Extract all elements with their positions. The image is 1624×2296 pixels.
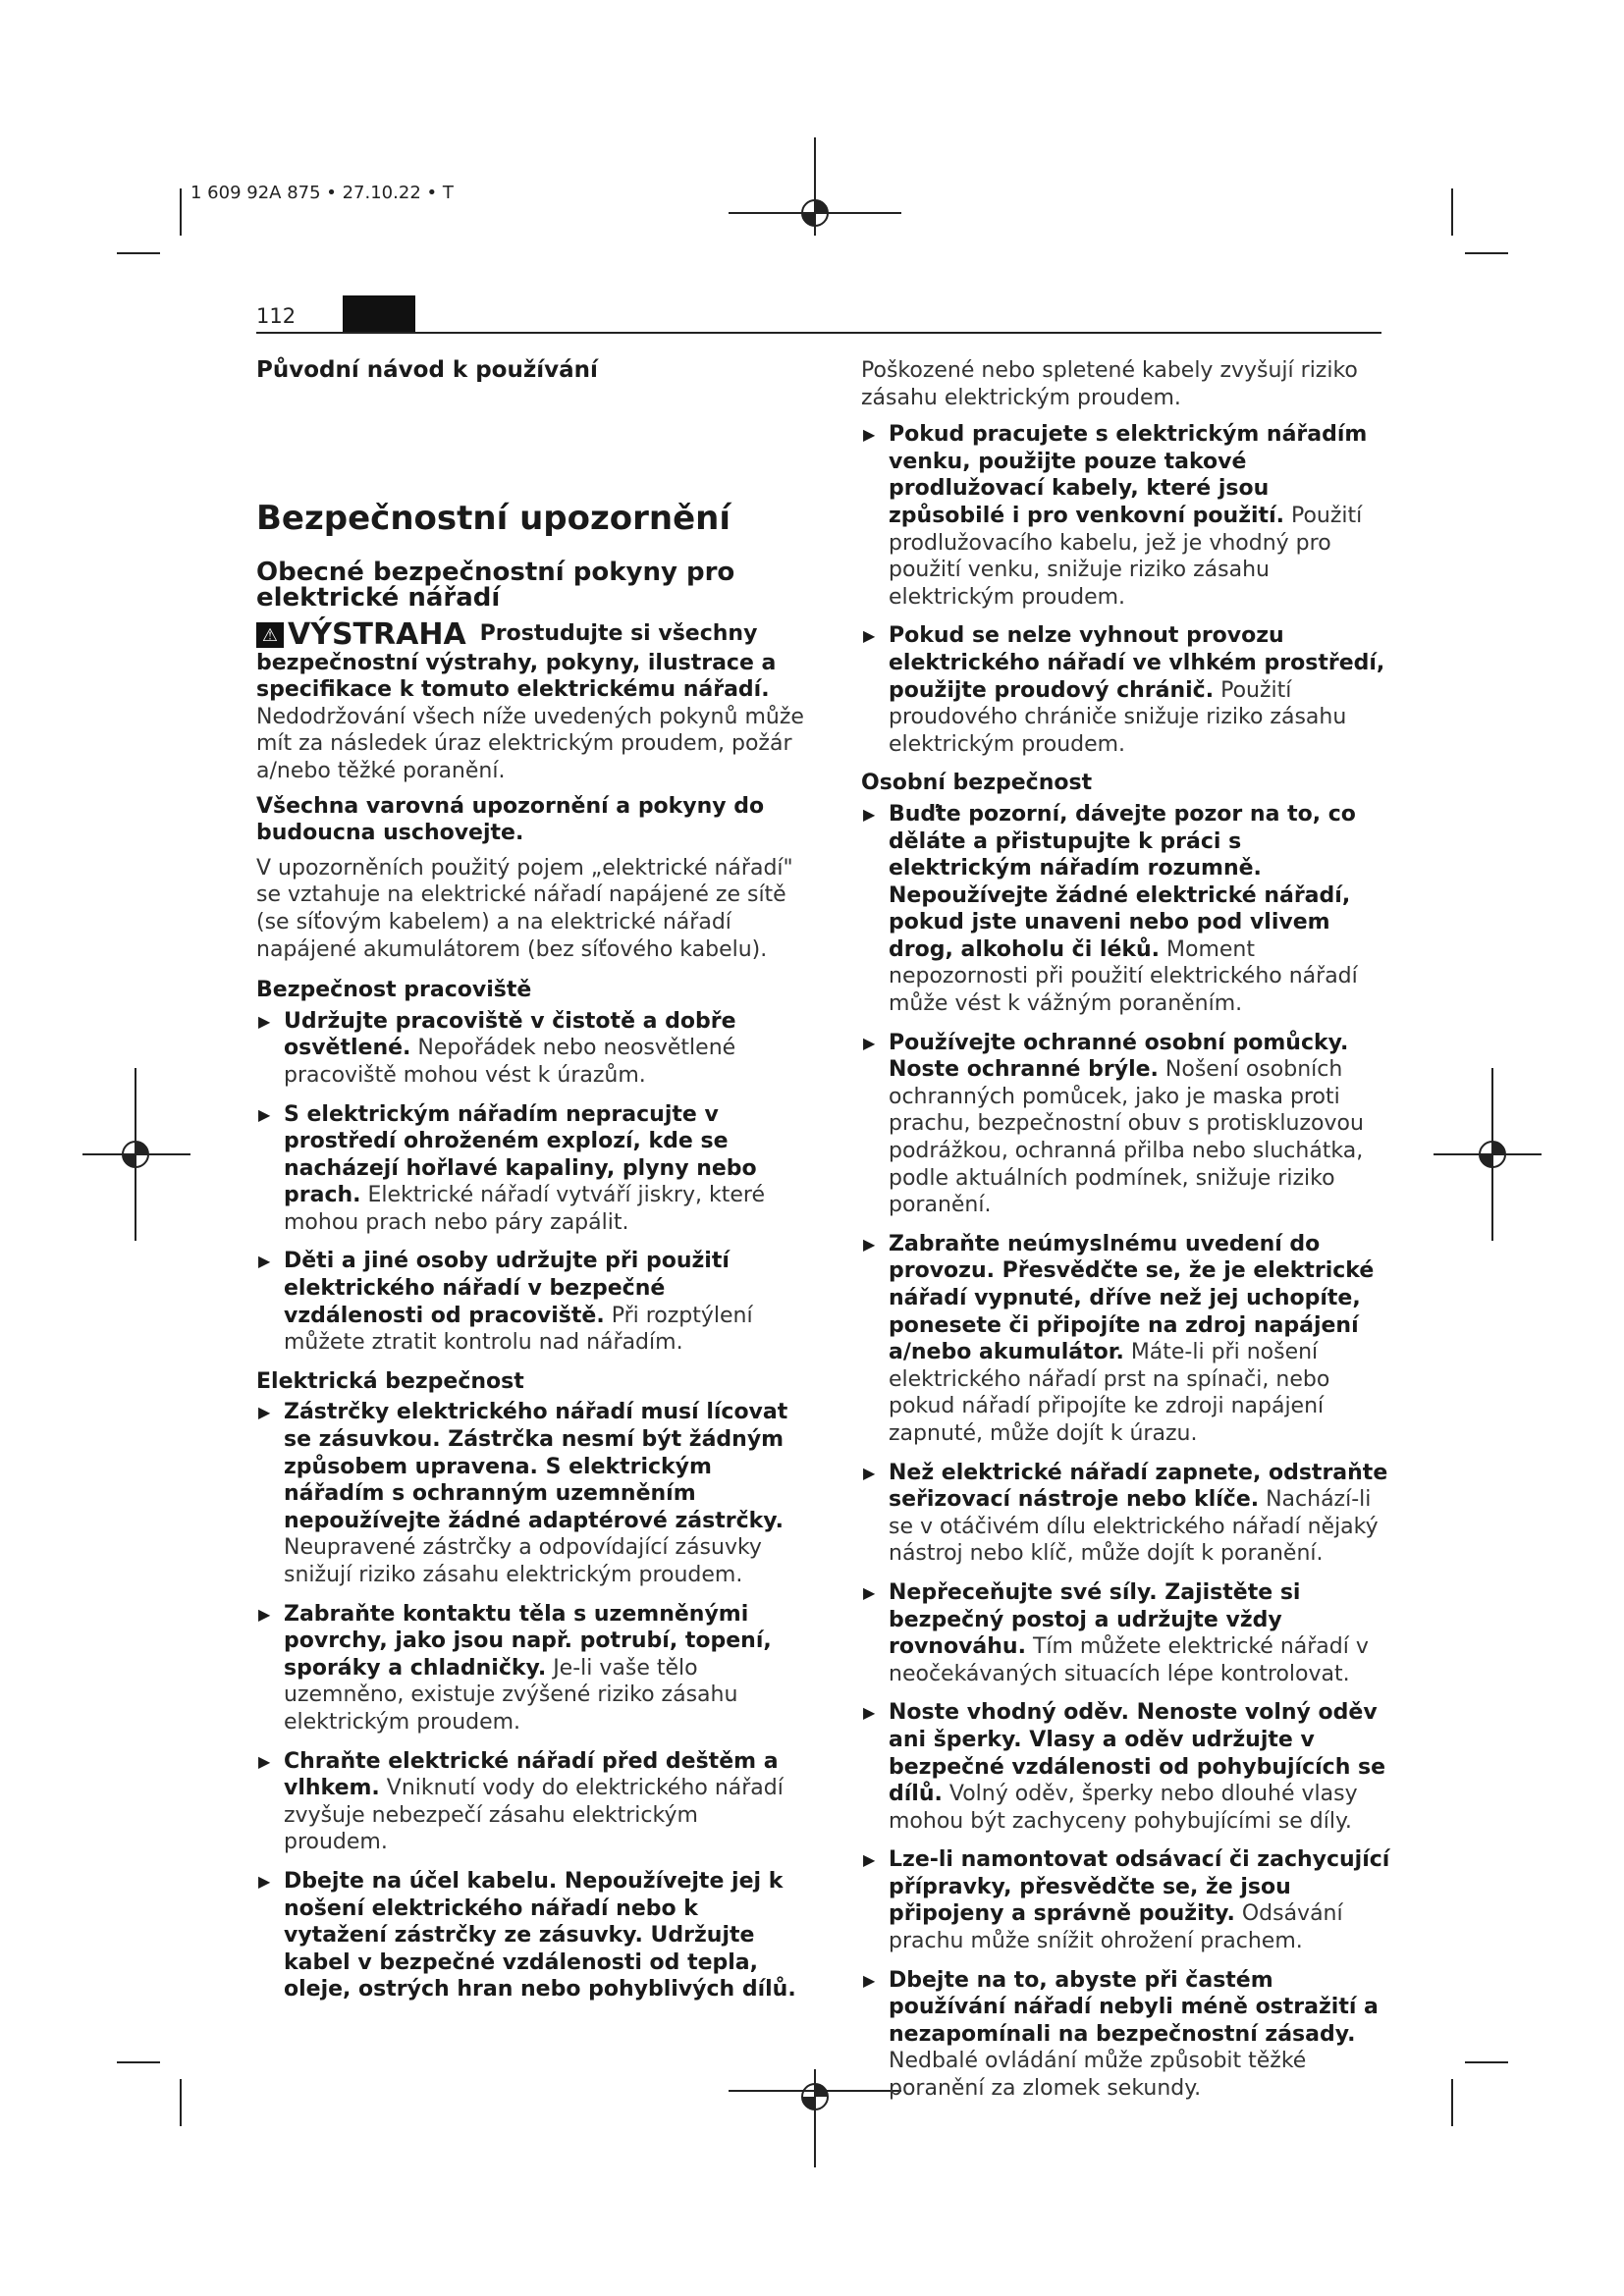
list-item: ▶ Zástrčky elektrického nářadí musí lícovat se zásuvkou. Zástrčka nesmí být žádným způsobem upravena. S elektrickým nářadím s ochranným uzemněním nepoužívejte žádné adaptérové zástrčky. Neupravené zástrčky a odpovídající zásuvky snižují riziko zásahu elektrickým proudem. (258, 1400, 788, 1587)
registration-mark-right (1434, 1068, 1542, 1241)
list-item: ▶ Chraňte elektrické nářadí před deštěm a vlhkem. Vniknutí vody do elektrického nářadí zvyšuje nebezpečí zásahu elektrickým proudem. (258, 1748, 784, 1855)
original-instructions-title: Původní návod k používání (256, 357, 598, 383)
subsection-title: Obecné bezpečnostní pokyny pro elektrické nářadí (256, 557, 735, 613)
page-number: 112 (256, 304, 297, 328)
list-item: ▶ Noste vhodný oděv. Nenoste volný oděv ani šperky. Vlasy a oděv udržujte v bezpečné vzdálenosti od pohybujících se dílů. Volný oděv, šperky nebo dlouhé vlasy mohou být zachyceny pohybujícími se díly. (863, 1700, 1386, 1834)
crop-mark-tr-v (1451, 188, 1453, 236)
warning-paragraph (256, 616, 806, 785)
bullet-arrow-icon: ▶ (258, 1403, 271, 1422)
list-item: ▶ Nepřeceňujte své síly. Zajistěte si bezpečný postoj a udržujte vždy rovnováhu. Tím můžete elektrické nářadí v neočekávaných situacích lépe kontrolovat. (863, 1579, 1369, 1686)
workplace-heading: Bezpečnost pracoviště (256, 978, 532, 1003)
right-column (861, 357, 1391, 2114)
list-item: ▶ Používejte ochranné osobní pomůcky. Noste ochranné brýle. Nošení osobních ochranných pomůcek, jako je maska proti prachu, bezpečnostní obuv s protiskluzovou podrážkou, ochranná přilba nebo sluchátka, podle aktuálních podmínek, snižuje riziko poranění. (863, 1030, 1364, 1218)
registration-mark-left (82, 1068, 190, 1241)
bullet-arrow-icon: ▶ (258, 1011, 271, 1031)
print-info: 1 609 92A 875 • 27.10.22 • T (190, 183, 454, 203)
bullet-arrow-icon: ▶ (258, 1604, 271, 1624)
keep-instructions: Všechna varovná upozornění a pokyny do budoucna uschovejte. (256, 793, 765, 846)
bullet-arrow-icon: ▶ (258, 1871, 271, 1891)
workplace-list (256, 1008, 806, 1357)
bullet-arrow-icon: ▶ (863, 1463, 876, 1482)
header-rule (256, 332, 1381, 334)
list-item: ▶ Děti a jiné osoby udržujte při použití elektrického nářadí v bezpečné vzdálenosti od pracoviště. Při rozptýlení můžete ztratit kontrolu nad nářadím. (258, 1249, 753, 1356)
crop-mark-bl-h (117, 2061, 160, 2063)
list-item: ▶ Zabraňte kontaktu těla s uzemněnými povrchy, jako jsou např. potrubí, topení, sporáky a chladničky. Je-li vaše tělo uzemněno, existuje zvýšené riziko zásahu elektrickým proudem. (258, 1601, 772, 1735)
list-item: ▶ S elektrickým nářadím nepracujte v prostředí ohroženém explozí, kde se nacházejí hořlavé kapaliny, plyny nebo prach. Elektrické nářadí vytváří jiskry, které mohou prach nebo páry zapálit. (258, 1101, 765, 1235)
bullet-arrow-icon: ▶ (258, 1751, 271, 1771)
bullet-arrow-icon: ▶ (863, 804, 876, 824)
electrical-list (256, 1399, 806, 2002)
left-column (256, 357, 806, 2015)
term-definition: V upozorněních použitý pojem „elektrické nářadí" se vztahuje na elektrické nářadí napájené ze sítě (se síťovým kabelem) a na elektrické nářadí napájené akumulátorem (bez síťového kabelu). (256, 855, 793, 962)
warning-text: Nedodržování všech níže uvedených pokynů může mít za následek úraz elektrickým proudem, požár a/nebo těžké poranění. (256, 704, 804, 783)
bullet-arrow-icon: ▶ (863, 1970, 876, 1990)
bullet-arrow-icon: ▶ (258, 1104, 271, 1124)
crop-mark-br-h (1465, 2061, 1508, 2063)
crop-mark-bl-v (180, 2079, 182, 2126)
list-item: ▶ Dbejte na účel kabelu. Nepoužívejte jej k nošení elektrického nářadí nebo k vytažení zástrčky ze zásuvky. Udržujte kabel v bezpečné vzdálenosti od tepla, oleje, ostrých hran nebo pohyblivých dílů. (258, 1868, 796, 2002)
list-item: ▶ Pokud pracujete s elektrickým nářadím venku, použijte pouze takové prodlužovací kabely, které jsou způsobilé i pro venkovní použití. Použití prodlužovacího kabelu, jež je vhodný pro použití venku, snižuje riziko zásahu elektrickým proudem. (863, 422, 1368, 610)
crop-mark-br-v (1451, 2079, 1453, 2126)
bullet-arrow-icon: ▶ (258, 1252, 271, 1271)
personal-list (861, 801, 1391, 2103)
list-item: ▶ Buďte pozorní, dávejte pozor na to, co děláte a přistupujte k práci s elektrickým nářadím rozumně. Nepoužívejte žádné elektrické nářadí, pokud jste unaveni nebo pod vlivem drog, alkoholu či léků. Moment nepozornosti při použití elektrického nářadí může vést k vážným poraněním. (863, 801, 1358, 1017)
warning-label (256, 616, 466, 652)
list-item: ▶ Než elektrické nářadí zapnete, odstraňte seřizovací nástroje nebo klíče. Nachází-li se v otáčivém dílu elektrického nářadí nějaký nástroj nebo klíč, může dojít k poranění. (863, 1460, 1388, 1567)
list-item: ▶ Zabraňte neúmyslnému uvedení do provozu. Přesvědčte se, že je elektrické nářadí vypnuté, dříve než jej uchopíte, ponesete či připojíte na zdroj napájení a/nebo akumulátor. Máte-li při nošení elektrického nářadí prst na spínači, nebo pokud nářadí připojíte ke zdroji napájení zapnuté, může dojít k úrazu. (863, 1231, 1375, 1446)
warning-bold: Prostudujte si všechny bezpečnostní výstrahy, pokyny, ilustrace a specifikace k tomuto elektrickému nářadí. (256, 620, 777, 703)
list-item: ▶ Pokud se nelze vyhnout provozu elektrického nářadí ve vlhkém prostředí, použijte proudový chránič. Použití proudového chrániče snižuje riziko zásahu elektrickým proudem. (863, 623, 1385, 757)
bullet-arrow-icon: ▶ (863, 1033, 876, 1052)
list-item: ▶ Udržujte pracoviště v čistotě a dobře osvětlené. Nepořádek nebo neosvětlené pracoviště mohou vést k úrazům. (258, 1008, 736, 1088)
electrical-list-cont (861, 421, 1391, 758)
personal-heading: Osobní bezpečnost (861, 771, 1093, 796)
bullet-arrow-icon: ▶ (863, 1703, 876, 1723)
bullet-arrow-icon: ▶ (863, 1234, 876, 1254)
list-item: ▶ Lze-li namontovat odsávací či zachycující přípravky, přesvědčte se, že jsou připojeny a správně použity. Odsávání prachu může snížit ohrožení prachem. (863, 1847, 1390, 1954)
warning-label-text: VÝSTRAHA (288, 616, 466, 652)
list-item: ▶ Dbejte na to, abyste při častém používání nářadí nebyli méně ostražití a nezapomínali na bezpečnostní zásady. Nedbalé ovládání může způsobit těžké poranění za zlomek sekundy. (863, 1967, 1379, 2102)
registration-mark-top (729, 137, 901, 236)
language-tab-block (343, 295, 415, 333)
section-title: Bezpečnostní upozornění (256, 498, 731, 538)
crop-mark-tl-h (117, 252, 160, 254)
crop-mark-tr-h (1465, 252, 1508, 254)
bullet-arrow-icon: ▶ (863, 1850, 876, 1870)
cable-continuation: Poškozené nebo spletené kabely zvyšují riziko zásahu elektrickým proudem. (861, 358, 1358, 410)
electrical-heading: Elektrická bezpečnost (256, 1368, 524, 1394)
crop-mark-tl-v (180, 188, 182, 236)
warning-triangle-icon: ⚠ (256, 622, 284, 648)
bullet-arrow-icon: ▶ (863, 425, 876, 445)
bullet-arrow-icon: ▶ (863, 1582, 876, 1602)
bullet-arrow-icon: ▶ (863, 626, 876, 646)
